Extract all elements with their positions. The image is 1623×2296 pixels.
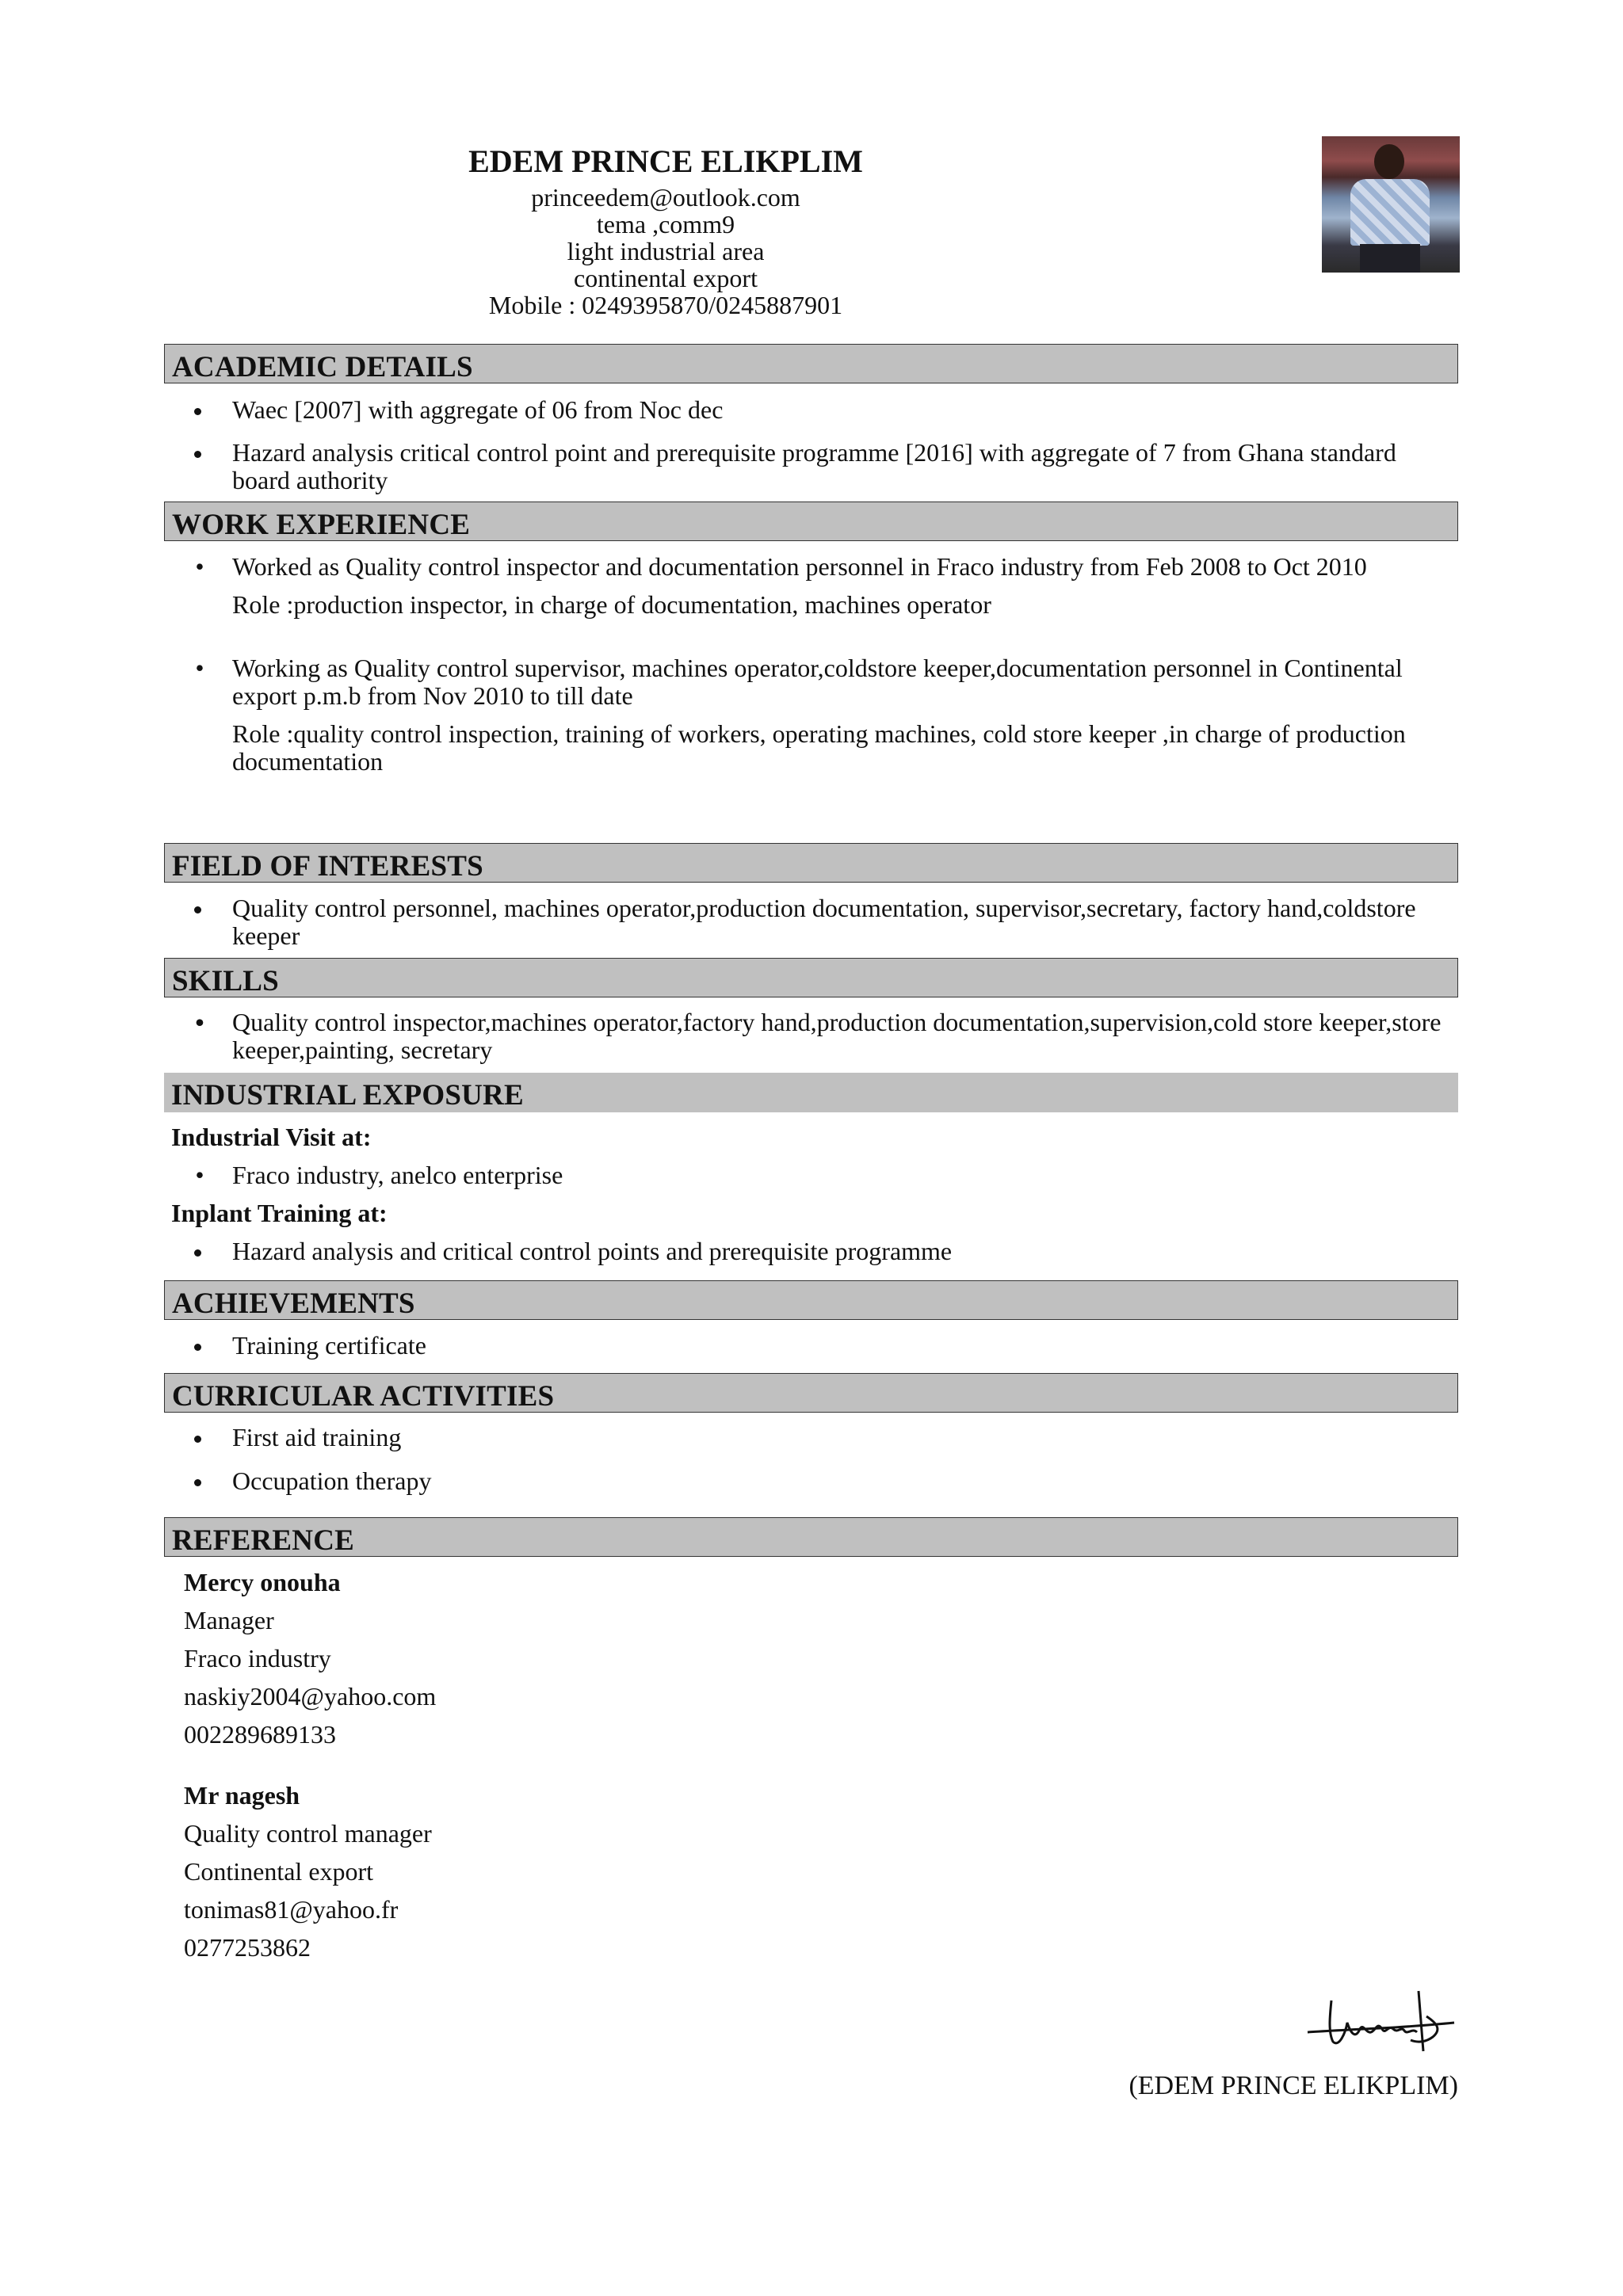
section-title-interests: FIELD OF INTERESTS [164, 843, 1458, 883]
list-item: First aid training [164, 1424, 1458, 1451]
reference-company: Fraco industry [184, 1644, 331, 1672]
list-item: • Quality control inspector,machines operator,factory hand,production documentation,supervision,cold store keeper,store keeper,painting, secretary [195, 1008, 1442, 1064]
reference-position: Manager [184, 1606, 274, 1634]
list-item: Occupation therapy [164, 1467, 1458, 1495]
skills-list [164, 1009, 1458, 1064]
section-title-achievements: ACHIEVEMENTS [164, 1280, 1458, 1320]
interests-list [164, 894, 1458, 950]
reference-phone: 0277253862 [184, 1933, 311, 1962]
reference-entry [184, 1776, 432, 1966]
reference-entry [184, 1563, 436, 1753]
industrial-list [164, 1123, 1458, 1265]
header [444, 143, 888, 318]
reference-position: Quality control manager [184, 1819, 432, 1848]
reference-company: Continental export [184, 1857, 374, 1886]
reference-email: naskiy2004@yahoo.com [184, 1682, 437, 1711]
section-title-skills: SKILLS [164, 958, 1458, 997]
candidate-name: EDEM PRINCE ELIKPLIM [468, 143, 863, 179]
academic-list [164, 396, 1458, 494]
reference-phone: 002289689133 [184, 1720, 336, 1749]
list-item: • Working as Quality control supervisor, machines operator,coldstore keeper,documentation personnel in Continental export p.m.b from Nov 2010 to till date [195, 654, 1403, 710]
list-item: Training certificate [164, 1332, 1458, 1360]
section-title-reference: REFERENCE [164, 1517, 1458, 1557]
section-title-curricular: CURRICULAR ACTIVITIES [164, 1373, 1458, 1413]
signature-image [1300, 1985, 1458, 2056]
list-item: • Fraco industry, anelco enterprise [195, 1161, 563, 1189]
curricular-list [164, 1424, 1458, 1495]
achievements-list [164, 1332, 1458, 1360]
inplant-label: Inplant Training at: [171, 1199, 388, 1227]
list-item: • Worked as Quality control inspector and documentation personnel in Fraco industry from Feb 2008 to Oct 2010 [195, 552, 1367, 581]
section-title-industrial: INDUSTRIAL EXPOSURE [164, 1073, 1458, 1112]
list-item: Hazard analysis critical control point and prerequisite programme [2016] with aggregate of 7 from Ghana standard board authority [164, 439, 1458, 494]
reference-name: Mercy onouha [184, 1568, 341, 1596]
email: princeedem@outlook.com [531, 183, 800, 212]
list-item: Waec [2007] with aggregate of 06 from Noc dec [164, 396, 1458, 424]
mobile: Mobile : 0249395870/0245887901 [488, 291, 843, 319]
list-item: Quality control personnel, machines operator,production documentation, supervisor,secretary, factory hand,coldstore keeper [164, 894, 1458, 950]
address-line: light industrial area [567, 237, 765, 265]
role-text: Role :quality control inspection, training of workers, operating machines, cold store keeper ,in charge of production documentation [232, 719, 1406, 776]
visit-label: Industrial Visit at: [171, 1123, 372, 1151]
list-item: Hazard analysis and critical control points and prerequisite programme [164, 1238, 1458, 1265]
address-line: continental export [574, 264, 758, 292]
role-text: Role :production inspector, in charge of documentation, machines operator [232, 590, 991, 619]
section-title-academic: ACADEMIC DETAILS [164, 344, 1458, 383]
address-line: tema ,comm9 [596, 210, 735, 238]
reference-name: Mr nagesh [184, 1781, 300, 1810]
profile-photo [1322, 136, 1460, 273]
work-list [164, 553, 1458, 776]
reference-email: tonimas81@yahoo.fr [184, 1895, 399, 1924]
section-title-work: WORK EXPERIENCE [164, 502, 1458, 541]
signature-name: (EDEM PRINCE ELIKPLIM) [1128, 2071, 1458, 2100]
